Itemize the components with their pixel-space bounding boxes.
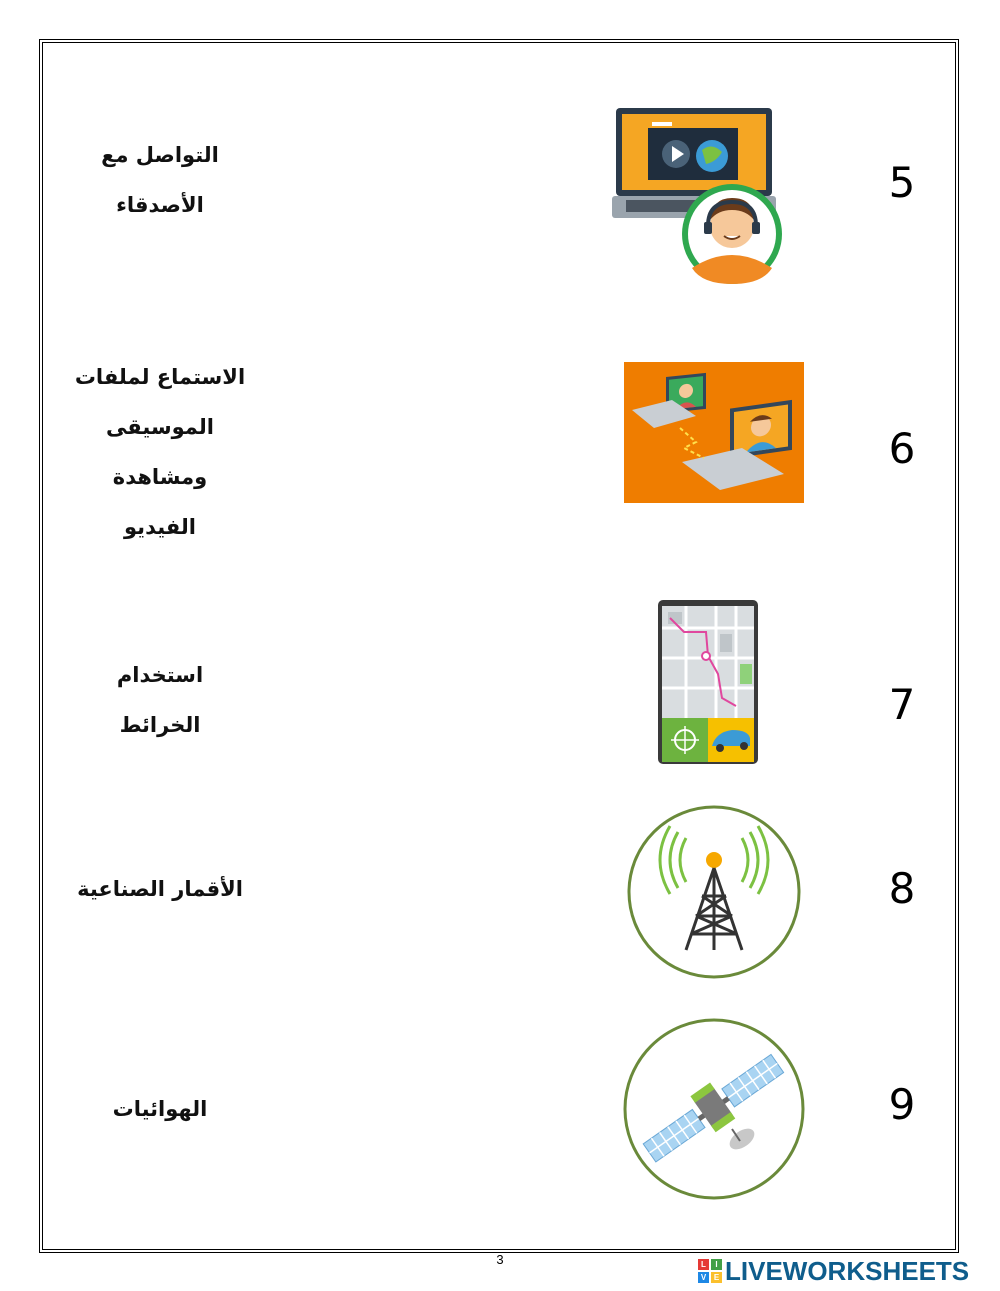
laptop-headset-support-icon <box>612 106 787 290</box>
label-5-line-1: التواصل مع <box>101 143 219 167</box>
logo-block-v: V <box>698 1272 709 1283</box>
item-number-8: 8 <box>888 864 916 913</box>
label-6-line-1: الاستماع لملفات <box>74 365 246 389</box>
label-7-line-1: استخدام <box>116 663 204 687</box>
label-6 <box>60 352 260 552</box>
page-number: 3 <box>496 1252 504 1267</box>
label-5 <box>60 130 260 230</box>
brand-name: LIVEWORKSHEETS <box>725 1255 970 1286</box>
label-9 <box>60 1084 260 1134</box>
item-number-6: 6 <box>888 424 916 473</box>
logo-block-e: E <box>711 1272 722 1283</box>
logo-block-i: I <box>711 1259 722 1270</box>
label-6-line-4: الفيديو <box>124 515 196 539</box>
liveworksheets-logo <box>698 1256 969 1286</box>
antenna-tower-icon <box>626 804 802 984</box>
label-8-line-1: الأقمار الصناعية <box>77 877 243 901</box>
label-7-line-2: الخرائط <box>119 713 201 737</box>
label-9-line-1: الهوائيات <box>112 1097 208 1121</box>
satellite-icon <box>622 1017 806 1205</box>
label-5-line-2: الأصدقاء <box>116 193 204 217</box>
item-number-7: 7 <box>888 680 916 729</box>
label-7 <box>60 650 260 750</box>
logo-blocks-icon <box>698 1259 722 1283</box>
tablet-map-icon <box>656 598 762 770</box>
item-number-9: 9 <box>888 1080 916 1129</box>
logo-block-l: L <box>698 1259 709 1270</box>
label-8 <box>60 864 260 914</box>
label-6-line-2: الموسيقى <box>106 415 214 439</box>
item-number-5: 5 <box>888 158 916 207</box>
label-6-line-3: ومشاهدة <box>112 465 208 489</box>
video-call-laptops-icon <box>624 362 804 507</box>
